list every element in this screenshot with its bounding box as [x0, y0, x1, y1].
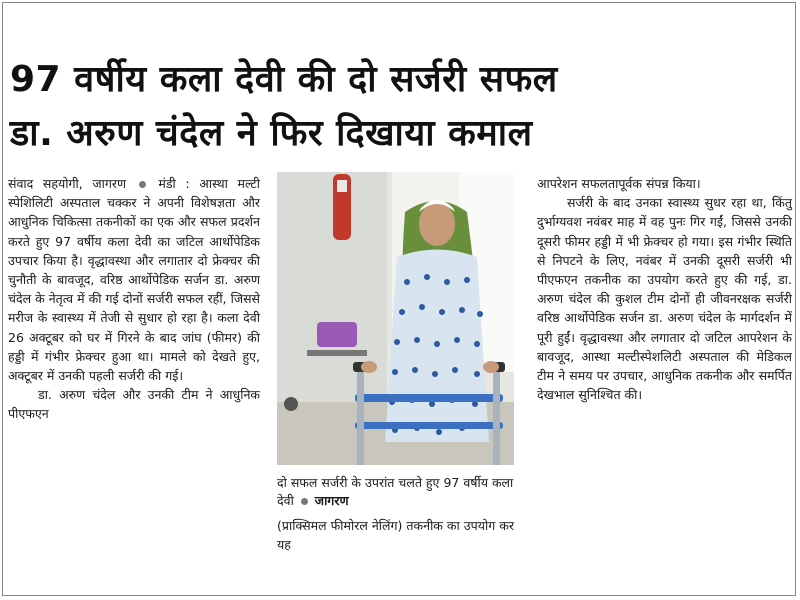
col3-paragraph-1: आपरेशन सफलतापूर्वक संपन्न किया।: [537, 176, 701, 191]
paragraph-2: डा. अरुण चंदेल और उनकी टीम ने आधुनिक पीएफएन: [8, 387, 260, 422]
byline-place: मंडी :: [158, 176, 190, 191]
bullet-dot-icon: [139, 181, 146, 188]
headline-line-2: डा. अरुण चंदेल ने फिर दिखाया कमाल: [10, 113, 533, 154]
headline-line-1: 97 वर्षीय कला देवी की दो सर्जरी सफल: [10, 59, 558, 100]
article-column-2: (प्राक्सिमल फीमोरल नेलिंग) तकनीक का उपयोग कर यह: [277, 518, 514, 552]
photo-caption: [277, 474, 514, 510]
caption-text: दो सफल सर्जरी के उपरांत चलते हुए 97 वर्षीय कला देवी: [277, 475, 514, 508]
article-column-3: [537, 174, 792, 404]
bullet-dot-icon: [301, 498, 308, 505]
col3-paragraph-2: सर्जरी के बाद उनका स्वास्थ्य सुधर रहा था, किंतु दुर्भाग्यवश नवंबर माह में वह पुनः गिर गईं, जिससे उनकी दूसरी फीमर हड्डी में भी फ्रेक्चर हो गया। इस गंभीर स्थिति से निपटने के लिए, नवंबर में उनकी दूसरी सर्जरी भी पीएफएन तकनीक का उपयोग करते हुए की गई, डा. अरुण चंदेल की कुशल टीम दोनों ही जीवनरक्षक सर्जरी वरिष्ठ आर्थोपेडिक सर्जन डा. अरुण चंदेल के मार्गदर्शन में पूरी हुईं। वृद्धावस्था और लगातार दो जटिल आपरेशन के बावजूद, आस्था मल्टीस्पेशलिटी अस्पताल की मेडिकल टीम ने समय पर उपचार, आधुनिक तकनीक और समर्पित देखभाल सुनिश्चित की।: [537, 195, 792, 403]
photo-illustration: [277, 172, 514, 465]
caption-source: जागरण: [314, 493, 349, 508]
article-column-1: [8, 174, 260, 424]
article-photo: [277, 172, 514, 465]
byline-reporter: संवाद सहयोगी, जागरण: [8, 176, 127, 191]
lead-text: आस्था मल्टी स्पेशिलिटी अस्पताल चक्कर ने अपनी विशेषज्ञता और आधुनिक चिकित्सा तकनीकों का एक और सफल प्रदर्शन करते हुए 97 वर्षीय कला देवी का जटिल आर्थोपेडिक उपचार किया है। वृद्धावस्था और लगातार दो फ्रेक्चर की चुनौती के बावजूद, वरिष्ठ आर्थोपेडिक सर्जन डा. अरुण चंदेल के नेतृत्व में की गई दोनों सर्जरी सफल रहीं, जिससे मरीज के स्वास्थ्य में तेजी से सुधार हो रहा है। कला देवी 26 अक्टूबर को घर में गिरने के बाद जांघ (फीमर) की हड्डी में गंभीर फ्रेक्चर हुआ था। मामले को देखते हुए, अक्टूबर में उनकी पहली सर्जरी की गई।: [8, 176, 260, 384]
lead-paragraph: [8, 174, 260, 385]
